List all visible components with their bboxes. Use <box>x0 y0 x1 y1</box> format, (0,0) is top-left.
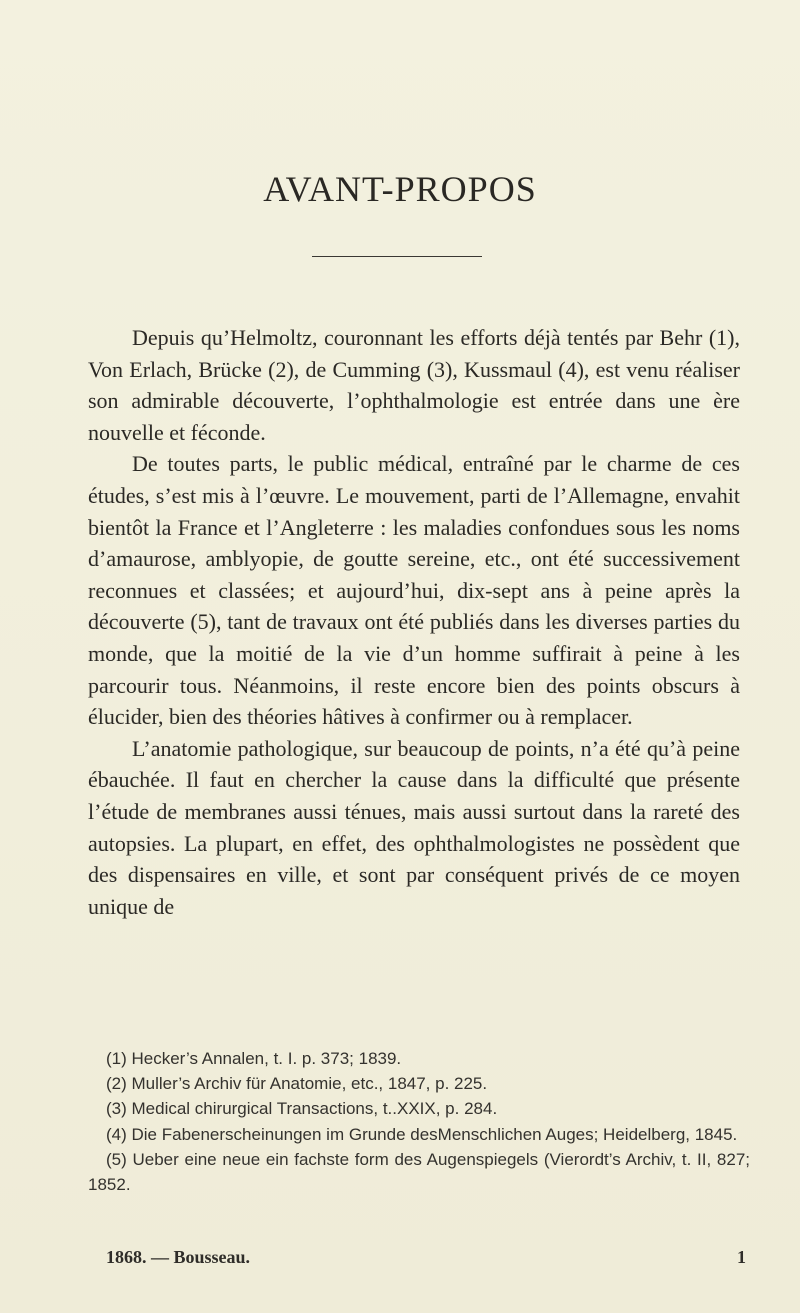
paragraph-3: L’anatomie pathologique, sur beaucoup de points, n’a été qu’à peine ébauchée. Il faut en chercher la cause dans la difficulté que présente l’étude de membranes aussi ténues, mais aussi surtout dans la rareté des autopsies. La plupart, en effet, des ophthalmologistes ne possèdent que des dispensaires en ville, et sont par conséquent privés de ce moyen unique de <box>88 735 740 919</box>
main-text <box>88 322 740 922</box>
footnote-1: (1) Hecker’s Annalen, t. I. p. 373; 1839. <box>106 1049 402 1068</box>
footnote-3: (3) Medical chirurgical Transactions, t..XXIX, p. 284. <box>106 1099 498 1119</box>
signature-mark: 1 <box>737 1247 746 1267</box>
footnote-2: (2) Muller’s Archiv für Anatomie, etc., 1847, p. 225. <box>106 1074 488 1094</box>
title-rule-divider <box>312 256 482 257</box>
paragraph-1: Depuis qu’Helmoltz, couronnant les efforts déjà tentés par Behr (1), Von Erlach, Brücke (2), de Cumming (3), Kussmaul (4), est venu réaliser son admirable découverte, l’ophthalmologie est entrée dans une ère nouvelle et féconde. <box>88 325 740 445</box>
footnote-5: (5) Ueber eine neue ein fachste form des Augenspiegels (Vierordt’s Archiv, t. II, 827; 1852. <box>88 1149 750 1195</box>
page-footer <box>106 1247 746 1268</box>
paragraph-2: De toutes parts, le public médical, entraîné par le charme de ces études, s’est mis à l’œuvre. Le mouvement, parti de l’Allemagne, envahit bientôt la France et l’Angleterre : les maladies confondues sous les noms d’amaurose, amblyopie, de goutte sereine, etc., ont été successivement reconnues et classées; et aujourd’hui, dix-sept ans à peine après la découverte (5), tant de travaux ont été publiés dans les diverses parties du monde, que la moitié de la vie d’un homme suffirait à peine à les parcourir tous. Néanmoins, il reste encore bien des points obscurs à élucider, bien des théories hâtives à confirmer ou à remplacer. <box>88 451 740 730</box>
footnotes <box>88 1046 750 1197</box>
chapter-title: AVANT-PROPOS <box>263 169 537 209</box>
footnote-4: (4) Die Fabenerscheinungen im Grunde desMenschlichen Auges; Heidelberg, 1845. <box>106 1124 738 1144</box>
imprint-line: 1868. — Bousseau. <box>106 1247 251 1267</box>
